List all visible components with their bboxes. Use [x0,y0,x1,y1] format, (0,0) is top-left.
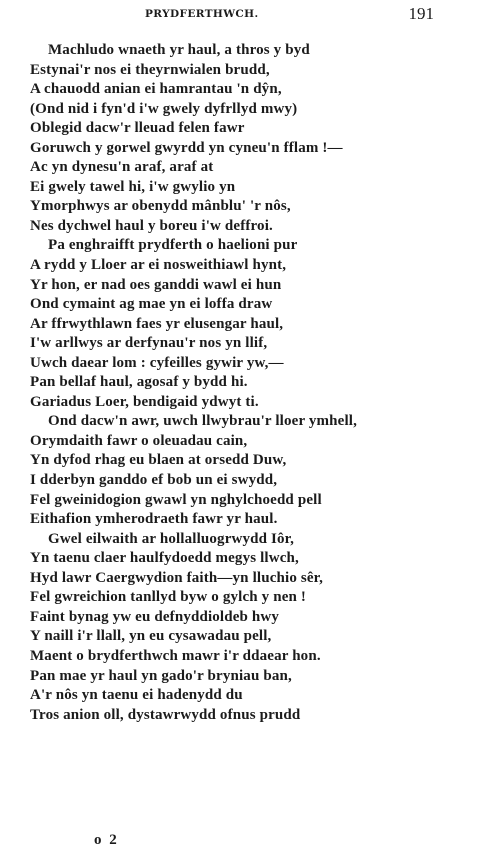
poem-line: Estynai'r nos ei theyrnwialen brudd, [30,61,270,78]
poem-line: Oblegid dacw'r lleuad felen fawr [30,120,245,137]
poem-line: Tros anion oll, dystawrwydd ofnus prudd [30,706,301,723]
poem-line: Orymdaith fawr o oleuadau cain, [30,432,248,449]
poem-line: Ond dacw'n awr, uwch llwybrau'r lloer ymhell, [48,413,358,430]
poem-line: Yn dyfod rhag eu blaen at orsedd Duw, [30,452,287,469]
poem-line: Yn taenu claer haulfydoedd megys llwch, [30,550,299,567]
poem-line: Faint bynag yw eu defnyddioldeb hwy [30,608,280,625]
page-number: 191 [408,4,434,23]
poem-line: Yr hon, er nad oes ganddi wawl ei hun [30,276,282,293]
poem-line: Y naill i'r llall, yn eu cysawadau pell, [30,628,272,645]
poem-line: Ac yn dynesu'n araf, araf at [30,159,214,176]
poem-line: Machludo wnaeth yr haul, a thros y byd [48,42,310,58]
running-title: PRYDFERTHWCH. [145,8,259,20]
poem-line: Pan bellaf haul, agosaf y bydd hi. [30,374,248,391]
poem-line: I'w arllwys ar derfynau'r nos yn llif, [30,335,268,352]
poem-line: Gwel eilwaith ar hollalluogrwydd Iôr, [48,530,294,547]
poem-line: Fel gweinidogion gwawl yn nghylchoedd pell [30,491,322,508]
poem-line: Ond cymaint ag mae yn ei loffa draw [30,296,273,313]
poem-line: Uwch daear lom : cyfeilles gywir yw,— [30,354,284,371]
poem-line: Maent o brydferthwch mawr i'r ddaear hon. [30,647,321,664]
poem-line: A rydd y Lloer ar ei nosweithiawl hynt, [30,257,287,274]
printer-signature-mark: o 2 [94,832,119,848]
poem-line: Eithafion ymherodraeth fawr yr haul. [30,511,278,528]
poem-line: Fel gwreichion tanllyd byw o gylch y nen ! [30,589,307,606]
poem-line: Nes dychwel haul y boreu i'w deffroi. [30,217,273,234]
poem-line: Pan mae yr haul yn gado'r bryniau ban, [30,667,292,684]
poem-text [30,41,470,725]
poem-line: Goruwch y gorwel gwyrdd yn cyneu'n fflam !— [30,139,343,156]
poem-line: Ar ffrwythlawn faes yr elusengar haul, [30,315,284,332]
poem-line: (Ond nid i fyn'd i'w gwely dyfrllyd mwy) [30,100,298,117]
poem-line: Gariadus Loer, bendigaid ydwyt ti. [30,393,259,410]
poem-line: A'r nôs yn taenu ei hadenydd du [30,687,243,704]
poem-line: I dderbyn ganddo ef bob un ei swydd, [30,472,278,489]
poem-line: Hyd lawr Caergwydion faith—yn lluchio sêr, [30,569,323,586]
poem-line: Ei gwely tawel hi, i'w gwylio yn [30,178,236,195]
poem-line: Pa enghraifft prydferth o haelioni pur [48,237,298,254]
poem-line: A chauodd anian ei hamrantau 'n dŷn, [30,81,282,98]
poem-line: Ymorphwys ar obenydd mânblu' 'r nôs, [30,198,291,215]
